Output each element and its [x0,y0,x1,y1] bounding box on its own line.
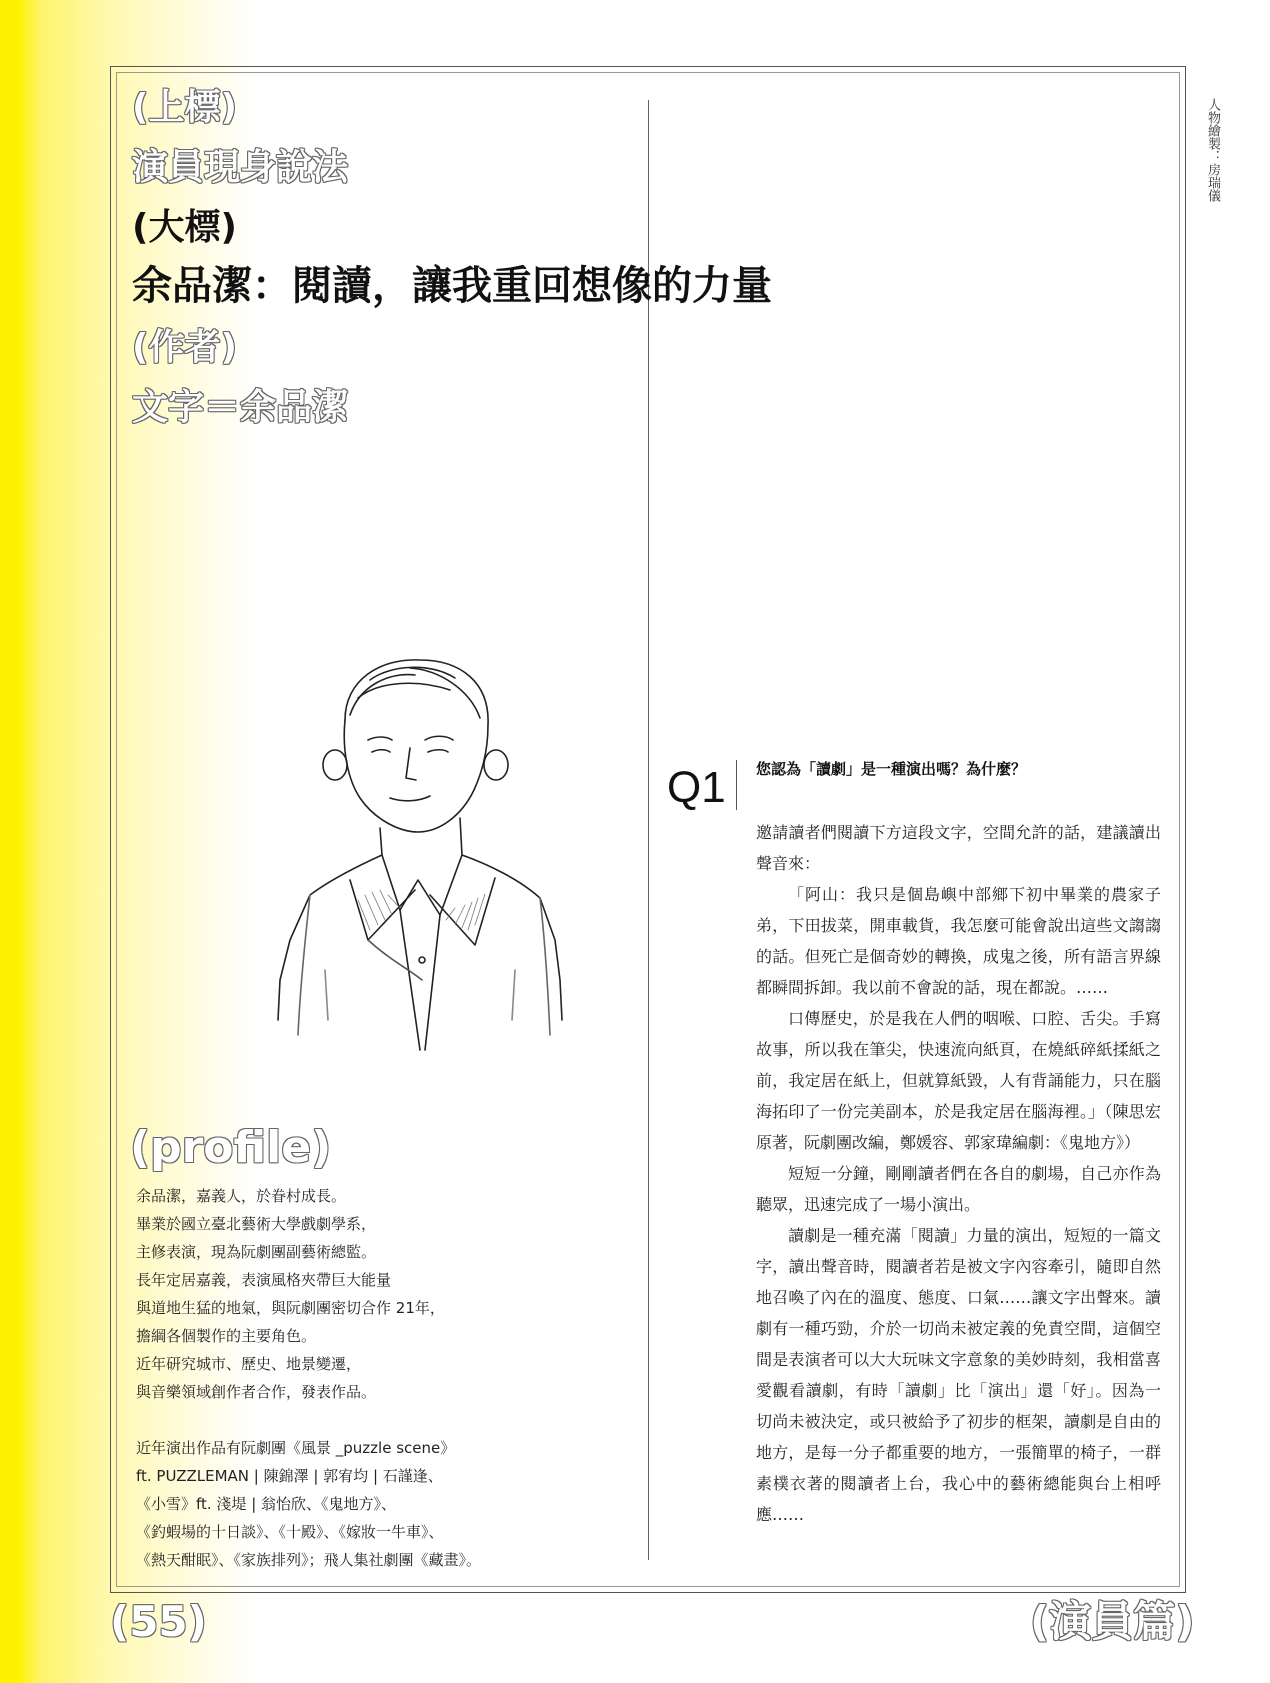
paragraph-gap [136,1406,636,1434]
profile-line: 與道地生猛的地氣，與阮劇團密切合作 21年， [136,1299,445,1317]
answer-paragraph: 讀劇是一種充滿「閱讀」力量的演出，短短的一篇文字，讀出聲音時，閱讀者若是被文字內容牽引，隨即自然地召喚了內在的溫度、態度、口氣……讓文字出聲來。讀劇有一種巧勁，介於一切尚未被定義的免責空間，這個空間是表演者可以大大玩味文字意象的美妙時刻，我相當喜愛觀看讀劇，有時「讀劇」比「演出」還「好」。因為一切尚未被決定，或只被給予了初步的框架，讀劇是自由的地方，是每一分子都重要的地方，一張簡單的椅子，一群素樸衣著的閱讀者上台，我心中的藝術總能與台上相呼應…… [756,1226,1161,1524]
answer-text [756,817,1161,1530]
answer-paragraph: 邀請讀者們閱讀下方這段文字，空間允許的話，建議讀出聲音來： [756,823,1161,873]
page-number: (55) [110,1597,207,1646]
works-line: 近年演出作品有阮劇團《風景 _puzzle scene》 [136,1439,456,1457]
profile-line: 畢業於國立臺北藝術大學戲劇學系， [136,1215,377,1233]
upper-title: 演員現身說法 [132,147,349,188]
main-tag: (大標) [132,207,237,248]
works-line: 《小雪》ft. 淺堤 | 翁怡欣、《鬼地方》、 [136,1495,397,1513]
answer-paragraph: 短短一分鐘，剛剛讀者們在各自的劇場，自己亦作為聽眾，迅速完成了一場小演出。 [756,1164,1161,1214]
profile-line: 余品潔，嘉義人，於眷村成長。 [136,1187,347,1205]
profile-line: 長年定居嘉義，表演風格夾帶巨大能量 [136,1271,392,1289]
profile-line: 擔綱各個製作的主要角色。 [136,1327,317,1345]
profile-line: 與音樂領域創作者合作，發表作品。 [136,1383,377,1401]
answer-paragraph: 「阿山：我只是個島嶼中部鄉下初中畢業的農家子弟，下田拔菜，開車載貨，我怎麼可能會說出這些文謅謅的話。但死亡是個奇妙的轉換，成鬼之後，所有語言界線都瞬間拆卸。我以前不會說的話，現在都說。…… [756,885,1161,997]
main-title: 余品潔：閱讀，讓我重回想像的力量 [132,263,772,309]
profile-line: 近年研究城市、歷史、地景變遷， [136,1355,362,1373]
works-line: 《熱天酣眠》、《家族排列》；飛人集社劇團《藏畫》。 [136,1551,482,1569]
profile-line: 主修表演，現為阮劇團副藝術總監。 [136,1243,377,1261]
answer-paragraph: 口傳歷史，於是我在人們的咽喉、口腔、舌尖。手寫故事，所以我在筆尖，快速流向紙頁，在燒紙碎紙揉紙之前，我定居在紙上，但就算紙毀，人有背誦能力，只在腦海拓印了一份完美副本，於是我定居在腦海裡。」（陳思宏原著，阮劇團改編，鄭媛容、郭家瑋編劇：《鬼地方》） [756,1009,1161,1152]
question-label: Q1 [667,763,726,812]
section-label: (演員篇) [1030,1597,1195,1646]
works-line: 《釣蝦場的十日談》、《十殿》、《嫁妝一牛車》、 [136,1523,444,1541]
illustration-credit: 人物繪製：房瑞儀 [1205,98,1220,202]
upper-tag: (上標) [132,87,237,128]
profile-tag: (profile) [130,1122,332,1173]
question-bar [736,760,737,810]
author-line: 文字＝余品潔 [132,387,349,428]
column-divider [648,100,649,1560]
profile-text [136,1182,636,1574]
works-line: ft. PUZZLEMAN | 陳錦澤 | 郭宥均 | 石謹逢、 [136,1467,443,1485]
portrait-illustration [250,640,600,1060]
question-text: 您認為「讀劇」是一種演出嗎？為什麼？ [756,760,1027,778]
author-tag: (作者) [132,327,237,368]
